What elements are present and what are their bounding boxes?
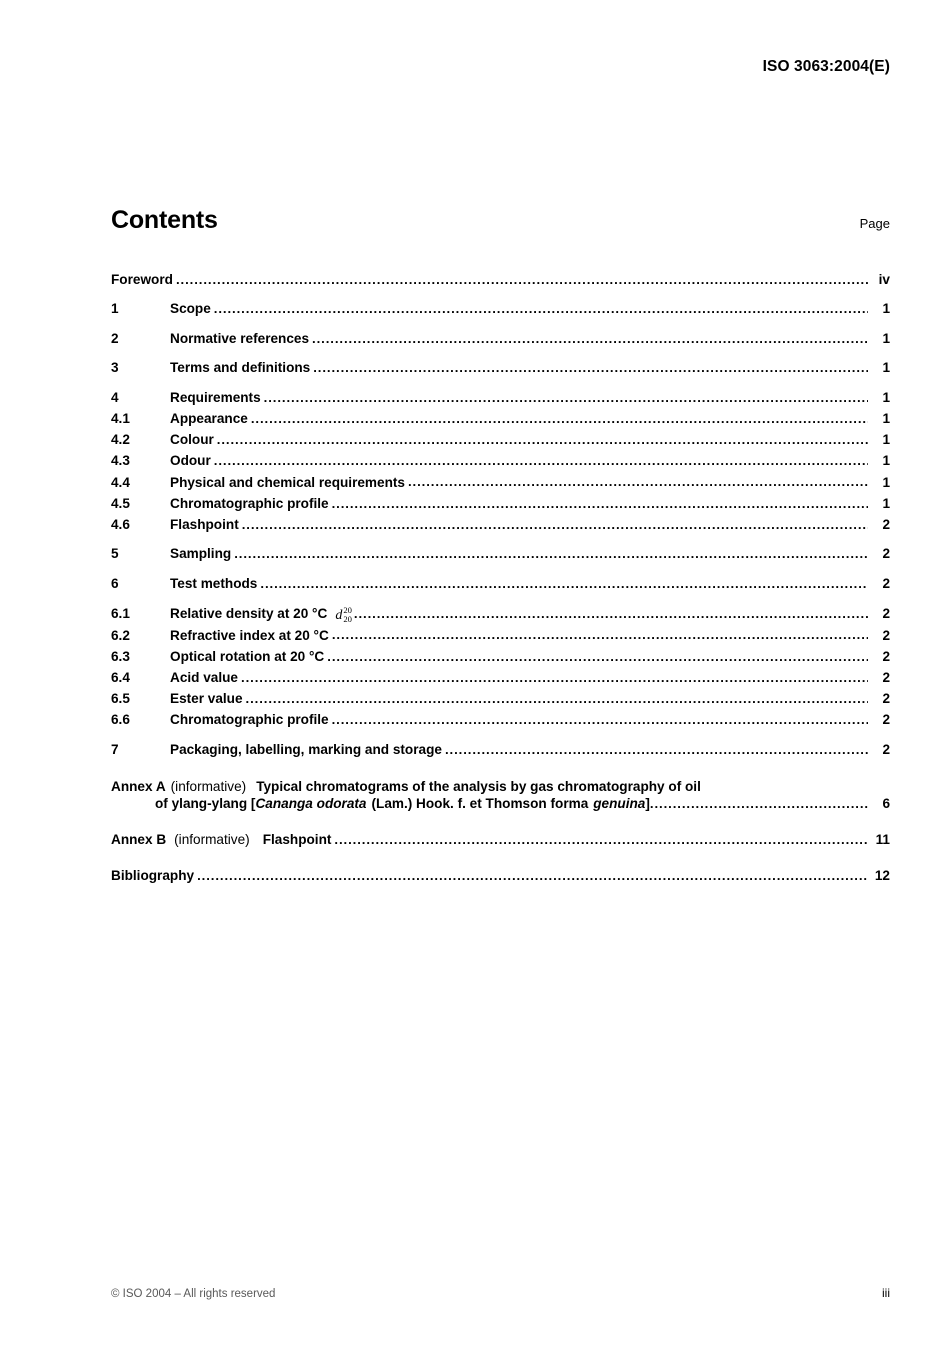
toc-entry-page: 12: [874, 868, 890, 884]
toc-entry-foreword[interactable]: [111, 272, 890, 289]
dot-leader: [332, 716, 868, 730]
toc-entry-4-4-physical-and-chemical-requirements[interactable]: [111, 475, 890, 492]
dot-leader: [197, 872, 868, 886]
toc-entry-number: 6.2: [111, 627, 130, 643]
annex-a-species-name: Cananga odorata: [255, 796, 367, 812]
toc-entry-number: 4: [111, 389, 119, 405]
toc-entry-6-test-methods[interactable]: [111, 576, 890, 593]
toc-entry-title: Foreword: [111, 272, 173, 287]
annex-a-line-2: [111, 795, 890, 813]
toc-entry-page: 1: [882, 389, 890, 405]
toc-entry-4-5-chromatographic-profile[interactable]: [111, 496, 890, 513]
toc-entry-title: Relative density at 20 °C: [170, 606, 328, 622]
annex-a-body: [111, 778, 890, 813]
toc-entry-title: Normative references: [170, 330, 310, 346]
toc-entry-page: 2: [882, 627, 890, 643]
toc-entry-6-5-ester-value[interactable]: [111, 691, 890, 708]
toc-entry-number: 2: [111, 330, 119, 346]
toc-entry-number: 1: [111, 301, 119, 317]
toc-entry-title: Physical and chemical requirements: [170, 474, 405, 490]
toc-entry-page: 1: [882, 474, 890, 490]
toc-entry-number: 7: [111, 741, 119, 757]
toc-entry-page: 11: [875, 832, 890, 848]
dot-leader: [334, 836, 868, 850]
toc-entry-title: Requirements: [170, 389, 261, 405]
toc-entry-page: 6: [882, 796, 890, 812]
toc-entry-page: 2: [882, 648, 890, 664]
annex-b-label: Annex B: [111, 832, 167, 848]
toc-entry-4-requirements[interactable]: [111, 390, 890, 407]
copyright-notice: © ISO 2004 – All rights reserved: [111, 1288, 276, 1300]
toc-entry-number: 4.2: [111, 432, 130, 448]
toc-entry-page: 2: [882, 669, 890, 685]
toc-entry-4-3-odour[interactable]: [111, 453, 890, 470]
dot-leader: [313, 364, 868, 378]
toc-entry-number: 4.3: [111, 453, 130, 469]
annex-a-title-line1: Typical chromatograms of the analysis by gas chromatography of oil: [256, 778, 701, 794]
dot-leader: [312, 334, 868, 348]
toc-entry-6-1-relative-density[interactable]: [111, 605, 890, 623]
dot-leader: [251, 415, 868, 429]
toc-entry-4-6-flashpoint[interactable]: [111, 517, 890, 534]
toc-entry-page: 2: [882, 741, 890, 757]
toc-entry-page: 1: [882, 360, 890, 376]
toc-entry-title: Scope: [170, 301, 211, 317]
toc-entry-4-2-colour[interactable]: [111, 432, 890, 449]
toc-entry-page: 2: [882, 516, 890, 532]
toc-entry-page: 2: [882, 575, 890, 591]
toc-entry-title: Refractive index at 20 °C: [170, 627, 329, 643]
toc-entry-title: Odour: [170, 453, 211, 469]
toc-entry-title: Terms and definitions: [170, 360, 311, 376]
toc-entry-title: Acid value: [170, 669, 238, 685]
page-column-label: Page: [859, 216, 890, 231]
contents-heading-row: [111, 206, 890, 235]
toc-entry-title: Sampling: [170, 546, 232, 562]
symbol-indices: [342, 606, 352, 624]
toc-entry-1-scope[interactable]: [111, 301, 890, 318]
annex-a-line-1: [111, 778, 890, 796]
dot-leader: [241, 673, 868, 687]
toc-entry-6-6-chromatographic-profile[interactable]: [111, 712, 890, 729]
toc-entry-number: 6.6: [111, 712, 130, 728]
relative-density-symbol: [330, 606, 354, 624]
document-header-standard-ref: ISO 3063:2004(E): [762, 58, 890, 75]
annex-a-title-line2-post: ]: [645, 796, 650, 812]
dot-leader: [234, 550, 868, 564]
toc-entry-6-3-optical-rotation[interactable]: [111, 649, 890, 666]
annex-a-title-line2-mid: (Lam.) Hook. f. et Thomson forma: [371, 796, 589, 812]
dot-leader: [214, 457, 868, 471]
page-title: Contents: [111, 206, 218, 234]
toc-entry-page: iv: [878, 272, 890, 287]
toc-entry-title: Optical rotation at 20 °C: [170, 648, 325, 664]
dot-leader: [332, 499, 868, 513]
toc-entry-number: 6.3: [111, 648, 130, 664]
toc-entry-number: 4.1: [111, 411, 130, 427]
toc-entry-title: Packaging, labelling, marking and storage: [170, 741, 442, 757]
annex-a-forma-name: genuina: [593, 796, 646, 812]
toc-entry-title: Test methods: [170, 575, 258, 591]
toc-entry-annex-a[interactable]: [111, 778, 890, 813]
toc-entry-page: 2: [882, 546, 890, 562]
toc-entry-number: 3: [111, 360, 119, 376]
toc-entry-title: Appearance: [170, 411, 248, 427]
dot-leader: [242, 520, 868, 534]
toc-entry-title: Ester value: [170, 691, 243, 707]
toc-entry-number: 4.4: [111, 474, 130, 490]
toc-entry-6-4-acid-value[interactable]: [111, 670, 890, 687]
dot-leader: [408, 478, 868, 492]
toc-entry-number: 6.1: [111, 606, 130, 622]
toc-entry-page: 1: [882, 495, 890, 511]
toc-entry-annex-b[interactable]: [111, 832, 890, 849]
dot-leader: [327, 652, 868, 666]
toc-entry-page: 1: [882, 301, 890, 317]
page-folio: iii: [882, 1286, 890, 1300]
table-of-contents: [111, 272, 890, 885]
toc-entry-page: 1: [882, 432, 890, 448]
toc-entry-number: 6.5: [111, 691, 130, 707]
annex-b-title: Flashpoint: [262, 832, 332, 848]
toc-entry-page: 2: [882, 691, 890, 707]
toc-entry-number: 6.4: [111, 669, 130, 685]
toc-entry-title: Colour: [170, 432, 214, 448]
toc-entry-6-2-refractive-index[interactable]: [111, 628, 890, 645]
bibliography-label: Bibliography: [111, 868, 195, 884]
annex-b-qualifier: (informative): [174, 832, 250, 848]
dot-leader: [332, 631, 868, 645]
toc-entry-3-terms-and-definitions[interactable]: [111, 360, 890, 377]
toc-entry-number: 5: [111, 546, 119, 562]
toc-entry-4-1-appearance[interactable]: [111, 411, 890, 428]
toc-entry-title: Chromatographic profile: [170, 712, 329, 728]
symbol-letter-d: d: [335, 607, 343, 623]
dot-leader: [246, 695, 868, 709]
toc-entry-7-packaging-labelling-marking-and-storage[interactable]: [111, 742, 890, 759]
dot-leader: [354, 610, 868, 624]
annex-a-qualifier: (informative): [170, 778, 247, 794]
annex-a-title-line2-pre: of ylang-ylang [: [155, 796, 256, 812]
dot-leader: [264, 393, 868, 407]
toc-entry-page: 1: [882, 411, 890, 427]
symbol-superscript: 20: [343, 604, 352, 615]
dot-leader: [176, 275, 868, 289]
symbol-subscript: 20: [343, 613, 352, 624]
toc-entry-number: 6: [111, 575, 119, 591]
toc-entry-title: Flashpoint: [170, 516, 239, 532]
dot-leader: [445, 745, 868, 759]
document-footer: [111, 1286, 890, 1300]
toc-entry-page: 2: [882, 712, 890, 728]
toc-entry-5-sampling[interactable]: [111, 546, 890, 563]
toc-entry-page: 2: [882, 606, 890, 622]
dot-leader: [217, 436, 868, 450]
toc-entry-page: 1: [882, 330, 890, 346]
toc-entry-page: 1: [882, 453, 890, 469]
dot-leader: [214, 305, 868, 319]
dot-leader: [260, 579, 868, 593]
toc-entry-bibliography[interactable]: [111, 868, 890, 885]
annex-a-label: Annex A: [111, 778, 166, 794]
toc-entry-number: 4.5: [111, 495, 130, 511]
toc-entry-2-normative-references[interactable]: [111, 331, 890, 348]
toc-entry-title: Chromatographic profile: [170, 495, 329, 511]
toc-entry-number: 4.6: [111, 516, 130, 532]
dot-leader: [650, 800, 868, 814]
